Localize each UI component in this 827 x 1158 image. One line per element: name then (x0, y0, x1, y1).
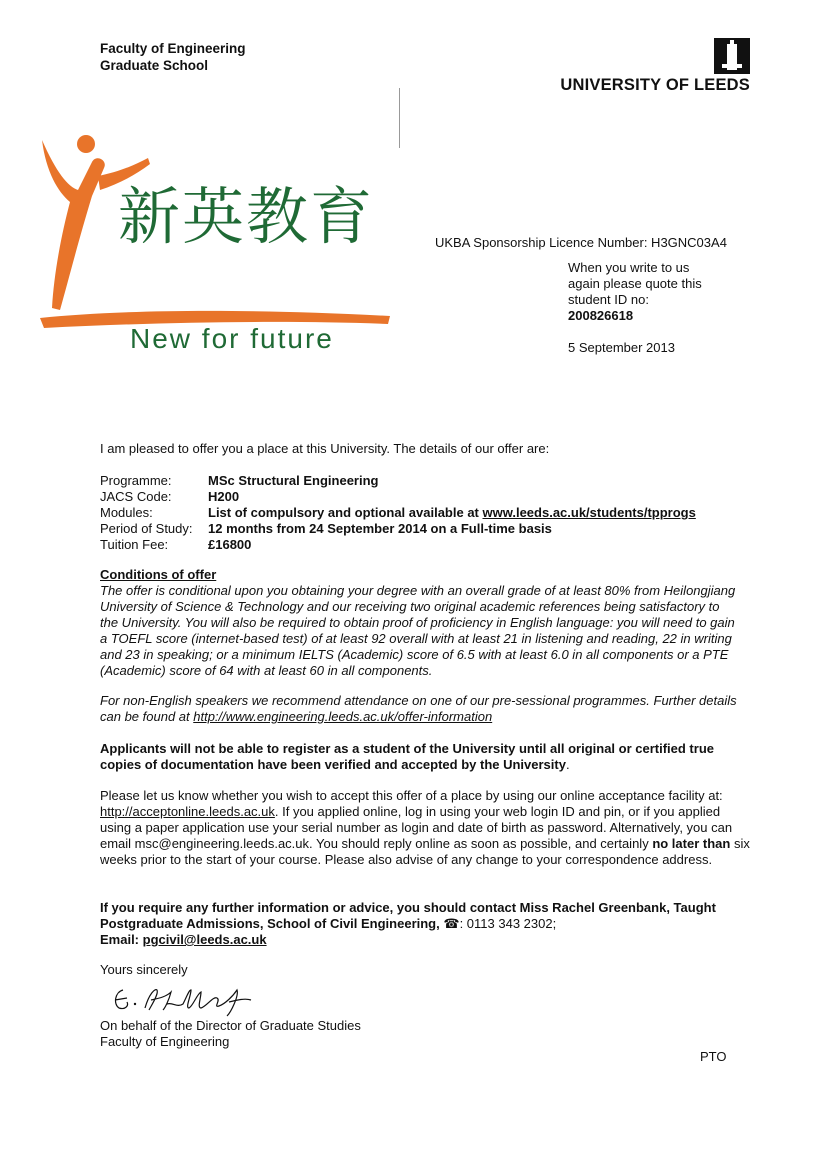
brand-watermark (38, 132, 398, 362)
detail-label: Programme: (100, 473, 172, 488)
divider (399, 88, 400, 148)
detail-value: 12 months from 24 September 2014 on a Full-time basis (208, 521, 552, 536)
detail-value: List of compulsory and optional available at (208, 505, 483, 520)
phone-icon: ☎ (443, 916, 460, 931)
please-text-1: Please let us know whether you wish to accept this offer of a place by using our online acceptance facility at: (100, 788, 723, 803)
letter-date: 5 September 2013 (568, 340, 675, 355)
conditions-text: The offer is conditional upon you obtaining your degree with an overall grade of at least 80% from Heilongjiang University of Science & Technology and our receiving two original academic references being satisfactory to the University. You will also be required to obtain proof of proficiency in English language: you will need to gain a TOEFL score (internet-based test) of at least 92 overall with at least 21 in listening and reading, 22 in writing and 23 in speaking; or a minimum IELTS (Academic) score of 6.5 with at least 6.0 in all components or a PTE (Academic) score of 64 with at least 60 in all components. (100, 583, 736, 678)
non-english-note (100, 693, 745, 725)
modules-link[interactable]: www.leeds.ac.uk/students/tpprogs (482, 505, 696, 520)
university-logo (555, 38, 750, 98)
detail-jacs (100, 489, 696, 505)
detail-fee (100, 537, 696, 553)
behalf-line-2: Faculty of Engineering (100, 1034, 230, 1049)
detail-modules (100, 505, 696, 521)
contact-email-link[interactable]: pgcivil@leeds.ac.uk (142, 932, 267, 947)
applicants-notice (100, 741, 740, 773)
accept-online-link[interactable]: http://acceptonline.leeds.ac.uk (100, 804, 275, 819)
faculty-name: Faculty of Engineering (100, 41, 246, 56)
detail-value: MSc Structural Engineering (208, 473, 379, 488)
email-label: Email: (100, 932, 143, 947)
detail-value: H200 (208, 489, 240, 504)
offer-information-link[interactable]: http://www.engineering.leeds.ac.uk/offer-information (193, 709, 493, 724)
please-text-3: six weeks prior to the start of your course. Please also advise of any change to your correspondence address. (100, 836, 750, 867)
intro-text: I am pleased to offer you a place at this University. The details of our offer are: (100, 441, 550, 456)
quote-line-2: again please quote this (568, 276, 702, 291)
detail-programme (100, 473, 696, 489)
pto-marker: PTO (700, 1049, 727, 1064)
detail-label: Modules: (100, 505, 153, 520)
conditions-title: Conditions of offer (100, 567, 217, 582)
applicants-end: . (565, 757, 570, 772)
non-english-text: For non-English speakers we recommend attendance on one of our pre-sessional programmes. Further details can be found at (100, 693, 737, 724)
detail-label: Tuition Fee: (100, 537, 169, 552)
behalf-line-1: On behalf of the Director of Graduate Studies (100, 1018, 361, 1033)
yours-sincerely: Yours sincerely (100, 962, 188, 977)
conditions-section (100, 567, 740, 679)
detail-label: JACS Code: (100, 489, 172, 504)
signature-icon (105, 982, 255, 1018)
applicants-text: Applicants will not be able to register as a student of the University until all original or certified true copies of documentation have been verified and accepted by the University (100, 741, 714, 772)
student-id: 200826618 (568, 308, 634, 323)
sponsorship-licence: UKBA Sponsorship Licence Number: H3GNC03A4 (435, 235, 727, 250)
please-text-2: . If you applied online, log in using your web login ID and pin, or if you applied using a paper application use your serial number as login and date of birth as password. Alternatively, you can email msc@engineering.leeds.ac.uk. You should reply online as soon as possible, and certainly (100, 804, 733, 851)
university-name: UNIVERSITY OF LEEDS (560, 76, 750, 94)
graduate-school: Graduate School (100, 58, 209, 73)
detail-label: Period of Study: (100, 521, 193, 536)
quote-line-1: When you write to us (568, 260, 690, 275)
brand-tagline: New for future (130, 323, 334, 354)
university-crest-icon (714, 38, 750, 74)
offer-details (100, 473, 696, 553)
detail-value: £16800 (208, 537, 252, 552)
contact-text: If you require any further information or advice, you should contact Miss Rachel Greenbank, Taught Postgraduate Admissions, School of Civil Engineering, (100, 900, 716, 931)
faculty-heading (100, 40, 246, 74)
student-id-block (568, 260, 738, 324)
contact-phone: : 0113 343 2302; (459, 916, 557, 931)
please-bold: no later than (652, 836, 731, 851)
on-behalf (100, 1018, 361, 1050)
brand-name-chinese: 新英教育 (118, 180, 375, 253)
acceptance-instructions (100, 788, 750, 868)
quote-line-3: student ID no: (568, 292, 649, 307)
contact-info (100, 900, 750, 948)
detail-period (100, 521, 696, 537)
